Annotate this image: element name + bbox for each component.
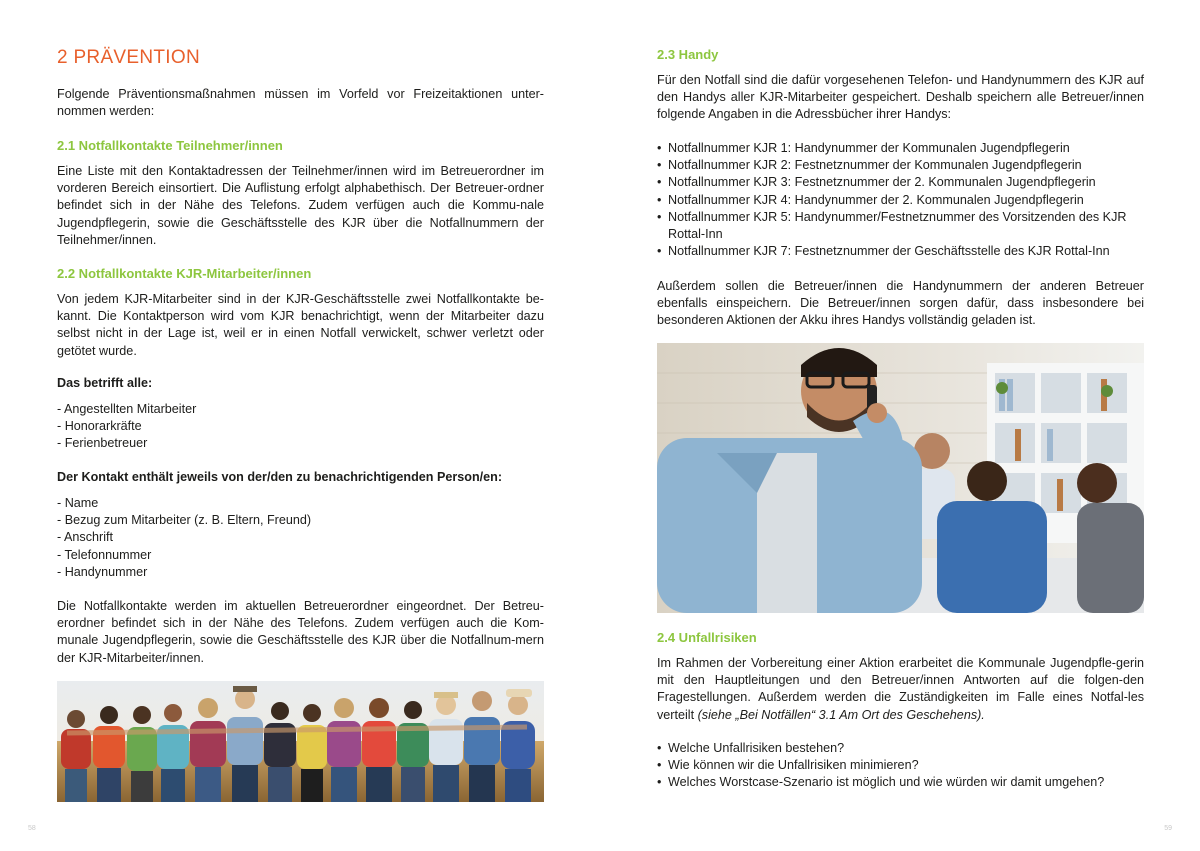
heading-2-4: 2.4 Unfallrisiken xyxy=(657,630,757,645)
paragraph-2-4 xyxy=(657,655,1144,724)
list-item: - Bezug zum Mitarbeiter (z. B. Eltern, Freund) xyxy=(57,513,312,528)
list-item: - Handynummer xyxy=(57,564,148,579)
right-page xyxy=(600,0,1200,851)
paragraph-2-2: Von jedem KJR-Mitarbeiter sind in der KJR-Geschäftsstelle zwei Notfallkontakte be-kannt. Die Kontaktperson wird vom KJR benachrichtigt, wenn der Mitarbeiter dazu selbst nicht in der Lage ist, weil er in einen Notfall verwickelt, schwer verletzt oder getötet wurde. xyxy=(57,292,544,358)
page-number-right: 59 xyxy=(1164,825,1172,832)
paragraph-2-3-after: Außerdem sollen die Betreuer/innen die Handynummern der anderen Betreuer ebenfalls einspeichern. Die Betreuer/innen sorgen dafür, dass insbesondere bei besonderen Aktionen der Akku ihres Handys vollständig geladen ist. xyxy=(657,279,1144,328)
contact-heading: Der Kontakt enthält jeweils von der/den zu benachrichtigenden Person/en: xyxy=(57,470,503,484)
list-item: • Welches Worstcase-Szenario ist möglich und wie würden wir damit umgehen? xyxy=(657,774,1144,791)
closing-paragraph: Die Notfallkontakte werden im aktuellen Betreuerordner eingeordnet. Der Betreu-erordner befindet sich in der Nähe des Telefons. Zudem verfügen auch die Kom-munale Jugendpflegerin, sowie die Geschäftsstelle des KJR über die Notfallnum-mern der KJR-Mitarbeiter/innen. xyxy=(57,599,544,665)
list-item: • Wie können wir die Unfallrisiken minimieren? xyxy=(657,757,1144,774)
list-item: - Angestellten Mitarbeiter xyxy=(57,402,197,416)
heading-2-2: 2.2 Notfallkontakte KJR-Mitarbeiter/innen xyxy=(57,266,312,281)
group-photo xyxy=(57,681,544,802)
list-item: • Notfallnummer KJR 3: Festnetznummer der 2. Kommunalen Jugendpflegerin xyxy=(657,174,1144,191)
page-number-left: 58 xyxy=(28,825,36,832)
risk-questions-list xyxy=(657,740,1144,792)
emergency-numbers-list xyxy=(657,140,1144,260)
list-item: - Ferienbetreuer xyxy=(57,436,148,451)
list-item: - Anschrift xyxy=(57,530,113,545)
contact-list xyxy=(57,495,311,581)
affects-heading: Das betrifft alle: xyxy=(57,376,153,390)
list-item: • Notfallnummer KJR 5: Handynummer/Festnetznummer des Vorsitzenden des KJR Rottal-Inn xyxy=(657,209,1144,243)
intro-paragraph: Folgende Präventionsmaßnahmen müssen im Vorfeld vor Freizeitaktionen unter-nommen werden: xyxy=(57,87,544,119)
list-item: - Name xyxy=(57,496,99,510)
paragraph-2-1: Eine Liste mit den Kontaktadressen der Teilnehmer/innen wird im Betreuerordner im vorderen Bereich einsortiert. Die Auflistung erfolgt alphabethisch. Der Betreuer-ordner befindet sich in der Nähe des Telefons. Zudem verfügen auch die Kommu-nale Jugendpflegerin, sowie die Geschäftsstelle des KJR über die Notfallnummern der Teilnehmer/innen. xyxy=(57,164,544,247)
list-item: • Welche Unfallrisiken bestehen? xyxy=(657,740,1144,757)
list-item: - Honorarkräfte xyxy=(57,419,142,434)
paragraph-2-4-reference: (siehe „Bei Notfällen“ 3.1 Am Ort des Geschehens). xyxy=(697,707,985,722)
paragraph-2-3: Für den Notfall sind die dafür vorgesehenen Telefon- und Handynummern des KJR auf den Handys aller KJR-Mitarbeiter gespeichert. Deshalb speichern alle Betreuer/innen folgende Angaben in die Adressbücher ihrer Handys: xyxy=(657,73,1144,122)
list-item: - Telefonnummer xyxy=(57,547,152,562)
affects-list xyxy=(57,401,196,453)
list-item: • Notfallnummer KJR 7: Festnetznummer der Geschäftsstelle des KJR Rottal-Inn xyxy=(657,243,1144,260)
office-photo xyxy=(657,343,1144,613)
list-item: • Notfallnummer KJR 1: Handynummer der Kommunalen Jugendpflegerin xyxy=(657,140,1144,157)
section-title: 2 PRÄVENTION xyxy=(57,47,200,68)
list-item: • Notfallnummer KJR 4: Handynummer der 2. Kommunalen Jugendpflegerin xyxy=(657,192,1144,209)
heading-2-1: 2.1 Notfallkontakte Teilnehmer/innen xyxy=(57,138,283,153)
heading-2-3: 2.3 Handy xyxy=(657,47,719,62)
paragraph-2-4-text: Im Rahmen der Vorbereitung einer Aktion erarbeitet die Kommunale Jugendpfle-gerin mit den Hauptleitungen und den Betreuer/innen Antworten auf die folgen-den Fragestellungen. Außerdem werden die Zuständigkeiten im Falle eines Notfal-les verteilt xyxy=(657,656,1144,722)
list-item: • Notfallnummer KJR 2: Festnetznummer der Kommunalen Jugendpflegerin xyxy=(657,157,1144,174)
